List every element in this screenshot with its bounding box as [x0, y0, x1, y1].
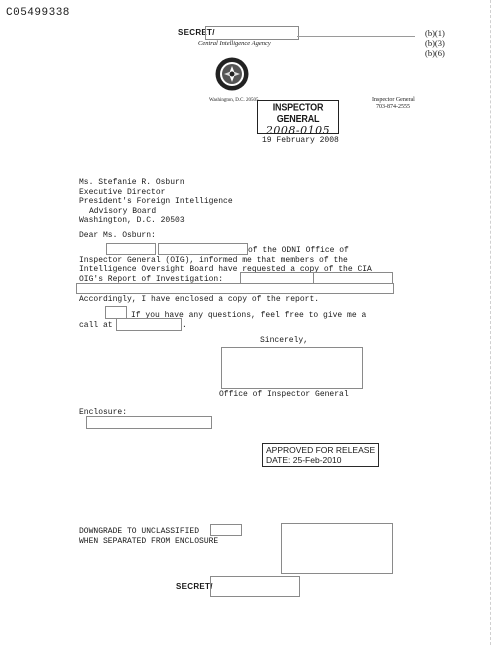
- redaction-box: [210, 576, 300, 597]
- body-text: Intelligence Oversight Board have requested a copy of the CIA: [79, 265, 372, 275]
- exemption-code: (b)(3): [425, 38, 445, 48]
- signature-office: Office of Inspector General: [219, 390, 349, 399]
- control-number: 2008-0105: [265, 124, 331, 137]
- letter-date: 19 February 2008: [262, 136, 339, 145]
- salutation: Dear Ms. Osburn:: [79, 231, 156, 240]
- redaction-box: [116, 318, 182, 331]
- body-text: OIG's Report of Investigation:: [79, 274, 224, 284]
- exemption-code: (b)(6): [425, 48, 445, 58]
- redaction-box: [210, 524, 242, 536]
- redaction-box: [281, 523, 393, 574]
- redaction-box: [76, 283, 394, 294]
- exemption-code: (b)(1): [425, 28, 445, 38]
- redaction-box: [86, 416, 212, 429]
- downgrade-notice: [79, 527, 218, 546]
- release-stamp-date: DATE: 25-Feb-2010: [266, 455, 342, 465]
- scan-edge: [490, 0, 491, 645]
- recipient-org: Advisory Board: [89, 206, 157, 216]
- ig-office-label: Inspector General: [372, 97, 415, 103]
- body-text: call at: [79, 320, 113, 330]
- body-text: Inspector General (OIG), informed me that members of the: [79, 255, 348, 265]
- recipient-name: Ms. Stefanie R. Osburn: [79, 178, 185, 187]
- downgrade-line: WHEN SEPARATED FROM ENCLOSURE: [79, 536, 219, 546]
- classification-top: SECRET/: [178, 28, 215, 37]
- agency-seal: [215, 56, 249, 92]
- closing: Sincerely,: [260, 336, 309, 345]
- redaction-box: [158, 243, 248, 255]
- exemption-codes: [425, 28, 445, 58]
- signature-redaction: [221, 347, 363, 389]
- ig-phone: 703-874-2555: [376, 104, 410, 110]
- agency-name: Central Intelligence Agency: [198, 40, 271, 47]
- enclosure-label: Enclosure:: [79, 408, 128, 417]
- downgrade-line: DOWNGRADE TO UNCLASSIFIED: [79, 527, 200, 536]
- recipient-block: [79, 178, 233, 226]
- classification-bottom: SECRET/: [176, 582, 213, 591]
- body-text: of the ODNI Office of: [248, 246, 349, 255]
- redaction-line: [297, 36, 415, 37]
- release-stamp: [262, 443, 379, 467]
- redaction-box: [205, 26, 299, 40]
- ig-stamp: [257, 100, 339, 137]
- release-stamp-line: APPROVED FOR RELEASE: [266, 445, 376, 455]
- recipient-title: Executive Director: [79, 187, 166, 197]
- recipient-city: Washington, D.C. 20503: [79, 216, 185, 226]
- recipient-org: President's Foreign Intelligence: [79, 197, 233, 207]
- body-text: Accordingly, I have enclosed a copy of the report.: [79, 295, 320, 304]
- body-text: If you have any questions, feel free to give me a: [131, 311, 367, 320]
- address-line: Washington, D.C. 20505: [209, 98, 259, 103]
- ig-stamp-title: INSPECTOR GENERAL: [272, 101, 324, 125]
- redaction-box: [106, 243, 156, 255]
- body-text: .: [182, 320, 187, 330]
- document-id: C05499338: [6, 7, 70, 19]
